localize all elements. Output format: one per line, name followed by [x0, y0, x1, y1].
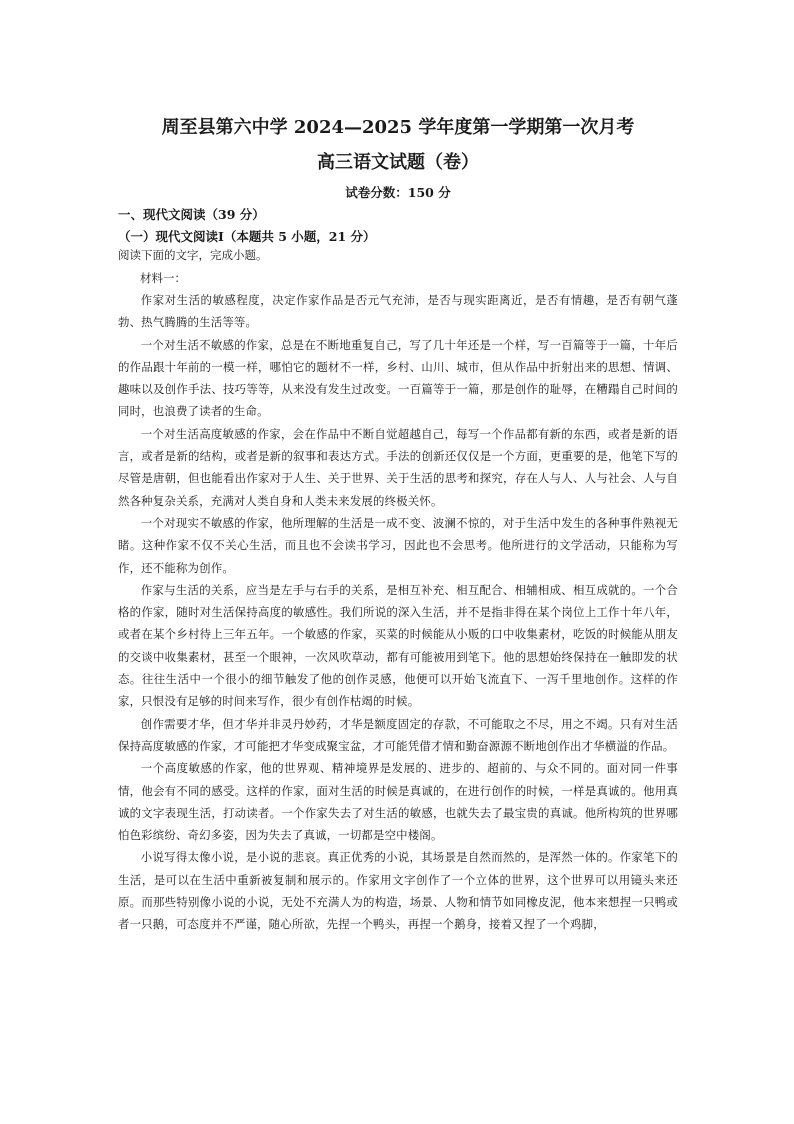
passage-body — [118, 289, 678, 936]
section-heading: 一、现代文阅读（39 分） — [118, 207, 265, 222]
exam-subtitle: 高三语文试题（卷） — [317, 152, 479, 173]
paragraph: 一个高度敏感的作家，他的世界观、精神境界是发展的、进步的、超前的、与众不同的。面对同一件事情，他会有不同的感受。这样的作家，面对生活的时候是真诚的，在进行创作的时候，一样是真诚的。他用真诚的文字表现生活，打动读者。一个作家失去了对生活的敏感，也就失去了最宝贵的真诚。他所构筑的世界哪怕色彩缤纷、奇幻多姿，因为失去了真诚，一切都是空中楼阁。 — [118, 761, 678, 843]
paragraph: 小说写得太像小说，是小说的悲哀。真正优秀的小说，其场景是自然而然的，是浑然一体的。作家笔下的生活，是可以在生活中重新被复制和展示的。作家用文字创作了一个立体的世界，这个世界可以用镜头来还原。而那些特别像小说的小说，无处不充满人为的构造，场景、人物和情节如同橡皮泥，他本来想捏一只鸭或者一只鹅，可态度并不严谨，随心所欲，先捏一个鸭头，再捏一个鹅身，接着又捏了一个鸡脚， — [118, 850, 678, 932]
exam-title: 周至县第六中学 2024—2025 学年度第一学期第一次月考 — [161, 117, 635, 138]
paragraph: 一个对现实不敏感的作家，他所理解的生活是一成不变、波澜不惊的，对于生活中发生的各种事件熟视无睹。这种作家不仅不关心生活，而且也不会读书学习，因此也不会思考。他所进行的文学活动，只能称为写作，还不能称为创作。 — [118, 515, 678, 575]
score-line: 试卷分数：150 分 — [345, 185, 451, 200]
paragraph: 作家与生活的关系，应当是左手与右手的关系，是相互补充、相互配合、相辅相成、相互成就的。一个合格的作家，随时对生活保持高度的敏感性。我们所说的深入生活，并不是指非得在某个岗位上工作十年八年，或者在某个乡村待上三年五年。一个敏感的作家，买菜的时候能从小贩的口中收集素材，吃饭的时候能从朋友的交谈中收集素材，甚至一个眼神，一次风吹草动，都有可能被用到笔下。他的思想始终保持在一触即发的状态。往往生活中一个很小的细节触发了他的创作灵感，他便可以开始飞流直下、一泻千里地创作。这样的作家，只恨没有足够的时间来写作，很少有创作枯竭的时候。 — [118, 582, 678, 709]
paragraph: 创作需要才华，但才华并非灵丹妙药，才华是额度固定的存款，不可能取之不尽，用之不竭。只有对生活保持高度敏感的作家，才可能把才华变成聚宝盆，才可能凭借才情和勤奋源源不断地创作出才华横溢的作品。 — [118, 716, 678, 753]
paragraph: 一个对生活不敏感的作家，总是在不断地重复自己，写了几十年还是一个样，写一百篇等于一篇，十年后的作品跟十年前的一模一样，哪怕它的题材不一样，乡村、山川、城市，但从作品中折射出来的思想、情调、趣味以及创作手法、技巧等等，从来没有发生过改变。一百篇等于一篇，那是创作的耻辱，在糟蹋自己时间的同时，也浪费了读者的生命。 — [118, 337, 678, 419]
paragraph: 一个对生活高度敏感的作家，会在作品中不断自觉超越自己，每写一个作品都有新的东西，或者是新的语言，或者是新的结构，或者是新的叙事和表达方式。手法的创新还仅仅是一个方面，更重要的是，他笔下写的尽管是唐朝，但也能看出作家对于人生、关于世界、关于生活的思考和探究，存在人与人、人与社会、人与自然各种复杂关系，充满对人类自身和人类未来发展的终极关怀。 — [118, 426, 678, 508]
reading-instruction: 阅读下面的文字，完成小题。 — [118, 248, 268, 262]
paragraph: 作家对生活的敏感程度，决定作家作品是否元气充沛，是否与现实距离近，是否有情趣，是否有朝气蓬勃、热气腾腾的生活等等。 — [118, 293, 678, 330]
material-label: 材料一： — [140, 271, 186, 285]
subsection-heading: （一）现代文阅读Ⅰ（本题共 5 小题，21 分） — [118, 229, 376, 244]
